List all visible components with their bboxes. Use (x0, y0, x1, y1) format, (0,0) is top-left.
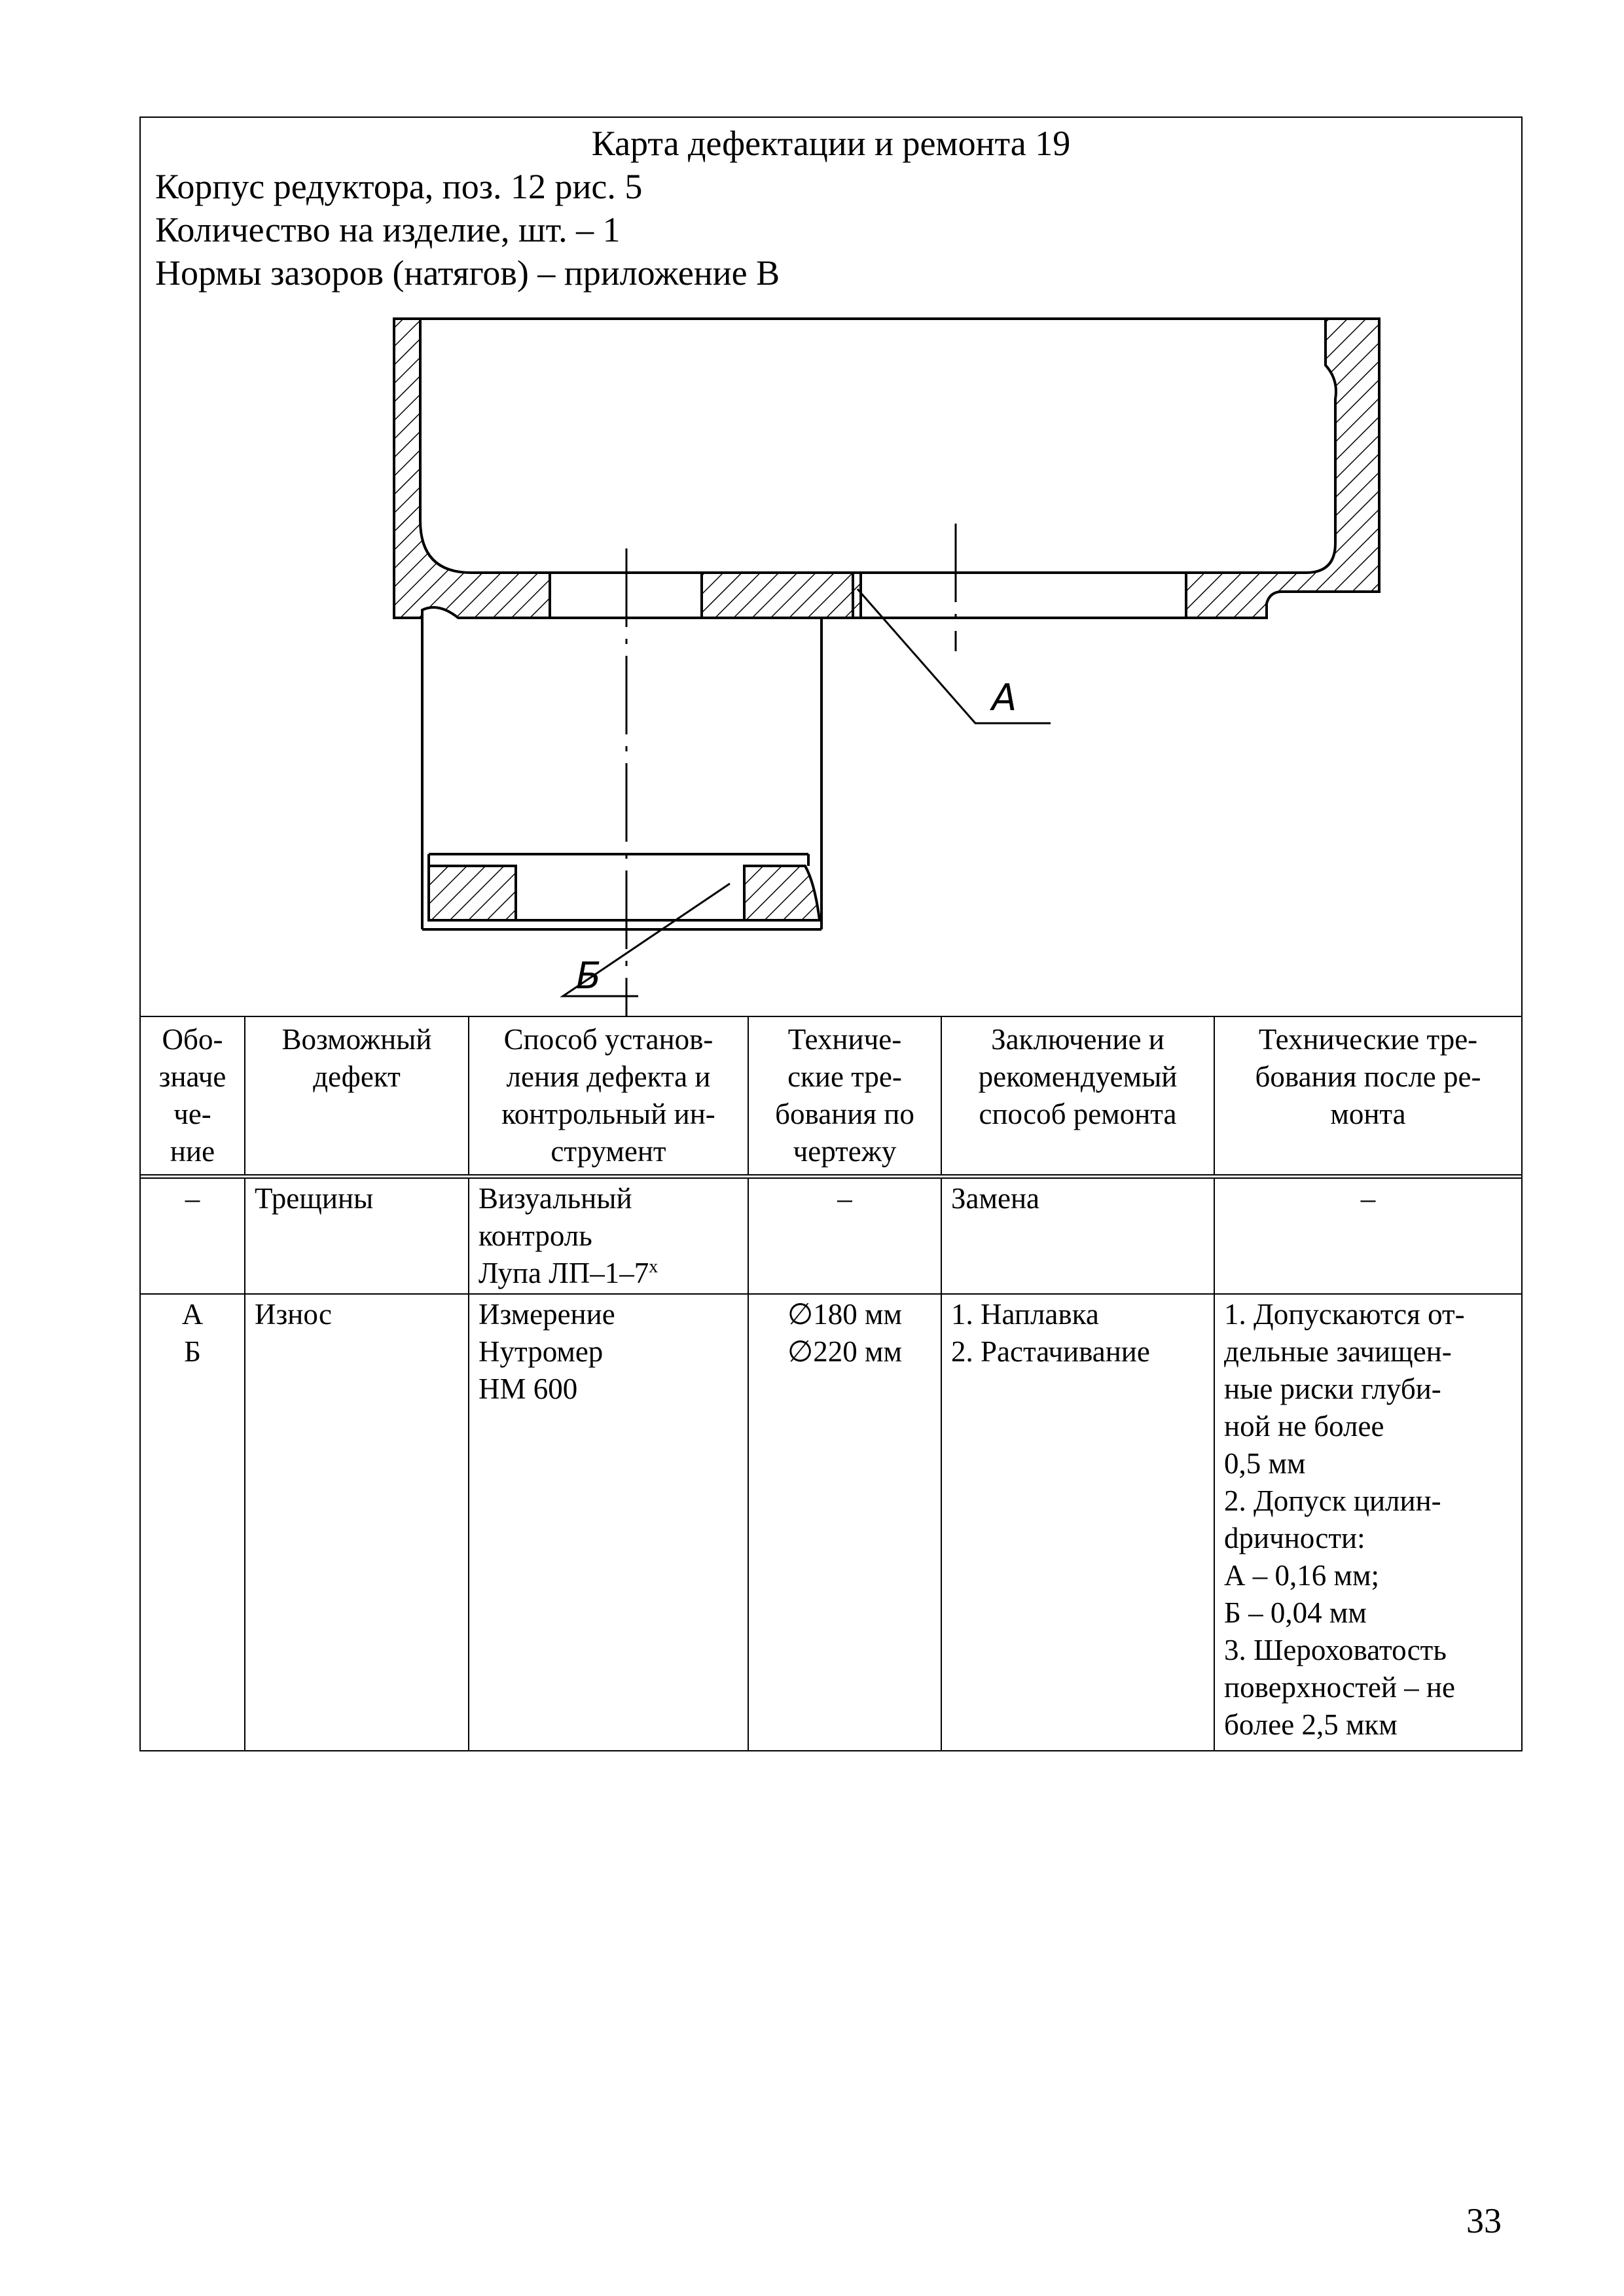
card-title: Карта дефектации и ремонта 19 (591, 124, 1071, 163)
leader-lines (563, 589, 1051, 996)
table-header-row (141, 1017, 1521, 1177)
label-b: Б (576, 955, 602, 997)
table-row (141, 1294, 1521, 1750)
gearbox-housing-drawing (141, 118, 1521, 1016)
method-superscript: х (649, 1257, 659, 1277)
quantity-line: Количество на изделие, шт. – 1 (155, 210, 621, 249)
after-repair-cell: 1. Допускаются от- дельные зачищен- ные риски глуби- ной не более 0,5 мм 2. Допуск цилин- dричности: А – 0,16 мм; Б – 0,04 мм 3. Шероховатость поверхностей – не более 2,5 мкм (1214, 1294, 1521, 1750)
col-designation-header: Обо- значе че- ние (141, 1017, 245, 1177)
card-header (141, 118, 1521, 1017)
after-repair-cell: – (1214, 1177, 1521, 1295)
defect-card (139, 117, 1523, 1751)
conclusion-cell: 1. Наплавка 2. Растачивание (941, 1294, 1214, 1750)
drawing-req-cell: – (748, 1177, 941, 1295)
page-number: 33 (1466, 2201, 1502, 2240)
drawing-req-cell: ∅180 мм ∅220 мм (748, 1294, 941, 1750)
designation-cell: А Б (141, 1294, 245, 1750)
defect-cell: Трещины (245, 1177, 469, 1295)
defect-cell: Износ (245, 1294, 469, 1750)
method-cell (469, 1177, 748, 1295)
col-conclusion-header: Заключение и рекомендуемый способ ремонта (941, 1017, 1214, 1177)
part-name: Корпус редуктора, поз. 12 рис. 5 (155, 167, 643, 206)
table-row (141, 1177, 1521, 1295)
defect-table (141, 1017, 1521, 1750)
conclusion-cell: Замена (941, 1177, 1214, 1295)
col-method-header: Способ установ- ления дефекта и контрольный ин- струмент (469, 1017, 748, 1177)
outline (394, 319, 1379, 929)
col-defect-header: Возможный дефект (245, 1017, 469, 1177)
col-after-repair-header: Технические тре- бования после ре- монта (1214, 1017, 1521, 1177)
method-cell: Измерение Нутромер НМ 600 (469, 1294, 748, 1750)
method-text: Визуальный контроль Лупа ЛП–1–7 (478, 1182, 649, 1289)
label-a: А (992, 677, 1017, 719)
col-drawing-req-header: Техниче- ские тре- бования по чертежу (748, 1017, 941, 1177)
designation-cell: – (141, 1177, 245, 1295)
clearance-norms-line: Нормы зазоров (натягов) – приложение В (155, 253, 780, 293)
section-hatching (394, 319, 1379, 920)
